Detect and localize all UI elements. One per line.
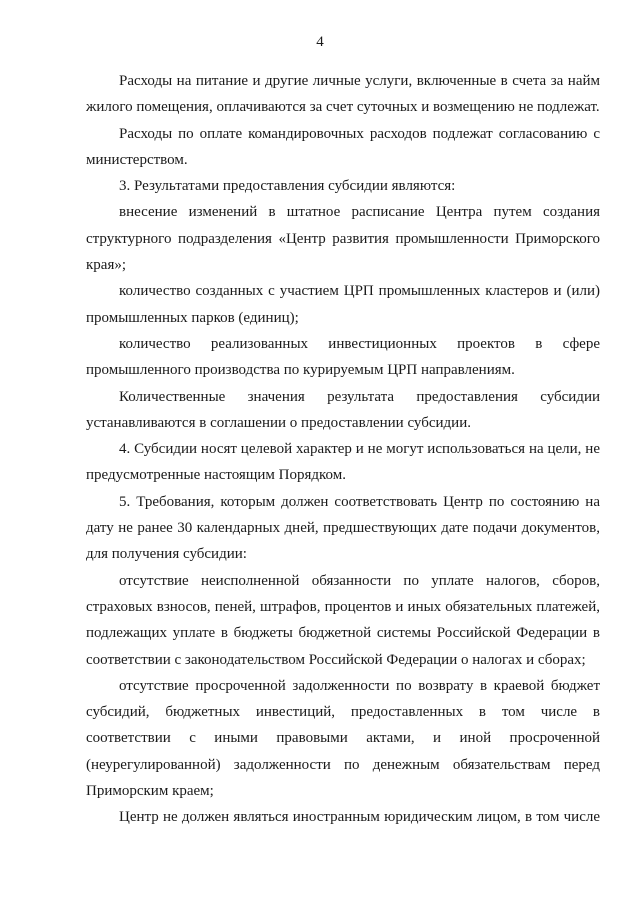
paragraph-7: Количественные значения результата предоставления субсидии устанавливаются в соглашении о предоставлении субсидии. — [86, 388, 600, 431]
paragraph-1: Расходы на питание и другие личные услуги, включенные в счета за найм жилого помещения, оплачиваются за счет суточных и возмещению не подлежат. — [86, 73, 600, 116]
paragraph-6: количество реализованных инвестиционных проектов в сфере промышленного производства по курируемым ЦРП направлениям. — [86, 335, 600, 379]
paragraph-2: Расходы по оплате командировочных расходов подлежат согласованию с министерством. — [86, 125, 600, 168]
page-number: 4 — [316, 34, 324, 50]
paragraph-10: отсутствие неисполненной обязанности по уплате налогов, сборов, страховых взносов, пеней, штрафов, процентов и иных обязательных платежей, подлежащих уплате в бюджеты бюджетной системы Российской Федерации в соответствии с законодательством Российской Федерации о налогах и сборах; — [86, 572, 600, 668]
paragraph-3: 3. Результатами предоставления субсидии являются: — [119, 178, 456, 195]
paragraph-12: Центр не должен являться иностранным юридическим лицом, в том числе — [119, 809, 600, 826]
paragraph-5: количество созданных с участием ЦРП промышленных кластеров и (или) промышленных парков (единиц); — [86, 283, 600, 326]
document-body — [86, 68, 600, 831]
paragraph-9: 5. Требования, которым должен соответствовать Центр по состоянию на дату не ранее 30 календарных дней, предшествующих дате подачи документов, для получения субсидии: — [86, 493, 600, 563]
paragraph-8: 4. Субсидии носят целевой характер и не могут использоваться на цели, не предусмотренные настоящим Порядком. — [86, 441, 600, 484]
paragraph-11: отсутствие просроченной задолженности по возврату в краевой бюджет субсидий, бюджетных инвестиций, предоставленных в том числе в соответствии с иными правовыми актами, и иной просроченной (неурегулированной) задолженности по денежным обязательствам перед Приморским краем; — [86, 677, 600, 800]
paragraph-4: внесение изменений в штатное расписание Центра путем создания структурного подразделения «Центр развития промышленности Приморского края»; — [86, 204, 600, 274]
